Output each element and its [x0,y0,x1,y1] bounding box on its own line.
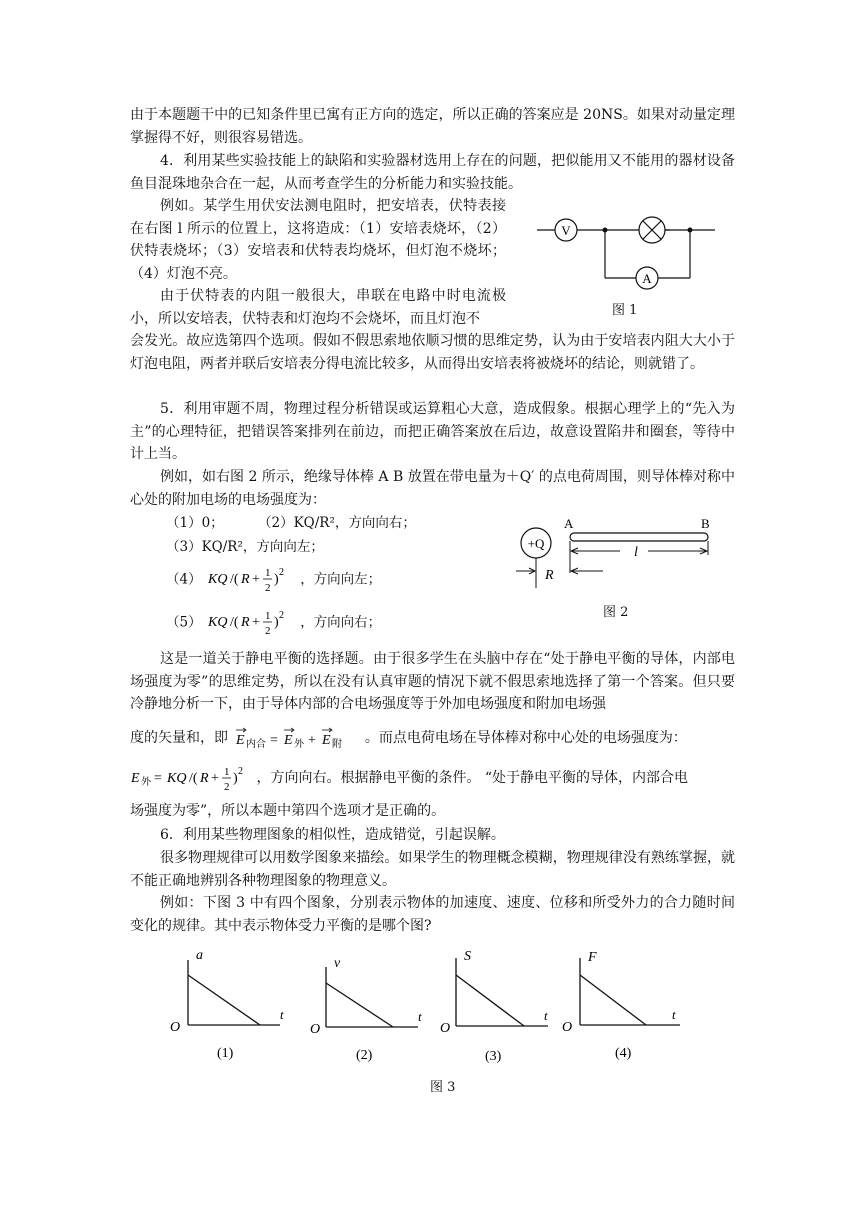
graph-1 [170,948,284,1061]
paragraph-example-3: 例如：下图 3 中有四个图象，分别表示物体的加速度、速度、位移和所受外力的合力随时间变化的规律。其中表示物体受力平衡的是哪个图? [130,895,735,934]
length-label: l [634,545,638,560]
figure-3-caption: 图 3 [430,1080,456,1095]
charge-label: +Q [527,536,545,551]
distance-label: R [545,568,554,583]
option-4-formula [206,565,296,595]
paragraph-electrostatic-analysis: 这是一道关于静电平衡的选择题。由于很多学生在头脑中存在“处于静电平衡的导体，内部电场强度为零”的思维定势，所以在没有认真审题的情况下就不假思索地选择了第一个答案。但只要冷静地分析一下，由于导体内部的合电场强度等于外加电场强度和附加电场强 [130,651,735,712]
svg-text:): ) [273,572,279,587]
svg-text:/(: /( [229,572,239,587]
svg-text:R: R [240,572,250,587]
graph-1-x-label: t [280,1007,284,1022]
svg-text:): ) [233,771,238,786]
svg-text:=: = [154,771,162,786]
vector-sum-suffix: 。而点电荷电场在导体棒对称中心处的电场强度为： [364,730,687,746]
graph-2-y-label: v [334,956,341,971]
option-5 [166,608,381,638]
svg-text:R: R [240,615,250,630]
e-outer-formula [130,762,252,794]
figure-2-caption: 图 2 [603,605,629,620]
svg-text:内合: 内合 [246,739,267,750]
graph-3-y-label: S [464,949,471,964]
svg-text:2: 2 [224,781,230,793]
figure-1-circuit [525,208,725,303]
option-4-tail: ，方向向左； [300,571,382,588]
svg-text:/(: /( [229,615,239,630]
graph-4 [562,950,680,1061]
svg-text:/(: /( [189,771,198,786]
rod-end-a-label: A [564,516,574,531]
svg-text:+: + [308,733,317,748]
figure-2-rod-diagram [508,513,718,595]
figure-3-graphs [160,945,700,1070]
svg-text:R: R [200,771,209,786]
svg-text:E: E [322,733,332,748]
paragraph-point-5: 5．利用审题不周，物理过程分析错误或运算粗心大意，造成假象。根据心理学上的“先入为主”的心理特征，把错误答案排列在前边，而把正确答案放在后边，故意设置陷井和圈套，等待中计上当。 [130,401,735,462]
option-3: （3）KQ/R²，方向向左； [166,539,324,555]
option-4 [166,565,381,595]
svg-text:2: 2 [238,766,243,777]
svg-text:KQ: KQ [207,572,228,587]
svg-text:+: + [251,572,260,587]
graph-4-origin-label: O [562,1020,573,1035]
graph-2-origin-label: O [310,1022,321,1037]
graph-2 [310,956,422,1063]
svg-text:=: = [270,733,279,748]
svg-text:1: 1 [264,567,271,579]
svg-text:KQ: KQ [207,615,228,630]
paragraph-point-6: 6．利用某些物理图象的相似性，造成错觉，引起误解。 [160,827,505,843]
graph-4-label: (4) [615,1046,632,1061]
graph-2-label: (2) [356,1048,373,1063]
graph-1-label: (1) [217,1046,234,1061]
paragraph-e-outer-line [130,762,735,794]
svg-text:2: 2 [278,567,284,578]
svg-text:2: 2 [278,610,284,621]
option-4-label: （4） [166,571,202,588]
option-1: （1）0； [166,515,224,531]
figure-1-caption: 图 1 [612,303,638,318]
option-5-label: （5） [166,614,202,631]
ammeter-label: A [642,271,652,286]
svg-text:+: + [211,771,219,786]
paragraph-explanation-1a: 由于伏特表的内阻一般很大，串联在电路中时电流极小，所以安培表，伏特表和灯泡均不会烧坏，而且灯泡不 [130,288,506,327]
paragraph-vector-sum-line [130,725,735,751]
vector-sum-prefix: 度的矢量和，即 [130,730,228,746]
graph-4-x-label: t [672,1007,676,1022]
svg-text:E: E [236,733,246,748]
graph-3 [440,949,548,1064]
svg-text:2: 2 [264,582,271,594]
paragraph-conclusion: 场强度为零”，所以本题中第四个选项才是正确的。 [130,803,446,819]
paragraph-example-2: 例如，如右图 2 所示，绝缘导体棒 A B 放置在带电量为＋Q′ 的点电荷周围，则导体棒对称中心处的附加电场的电场强度为： [130,469,735,508]
graph-3-label: (3) [485,1049,502,1064]
graph-3-origin-label: O [440,1021,451,1036]
graph-2-x-label: t [418,1009,422,1024]
conductor-rod [570,533,708,541]
svg-text:1: 1 [224,766,230,778]
svg-text:KQ: KQ [167,771,187,786]
graph-1-y-label: a [196,948,203,963]
svg-text:): ) [273,615,279,630]
e-outer-suffix: ，方向向右。根据静电平衡的条件。 “处于静电平衡的导体，内部合电 [256,770,689,786]
voltmeter-label: V [561,223,571,238]
rod-end-b-label: B [701,516,710,531]
svg-text:2: 2 [264,625,271,637]
svg-text:E: E [284,733,294,748]
graph-3-x-label: t [544,1008,548,1023]
svg-text:E: E [131,771,140,786]
option-5-tail: ，方向向右； [300,614,382,631]
graph-4-y-label: F [588,950,597,965]
svg-text:1: 1 [264,610,271,622]
option-2: （2）KQ/R²，方向向右； [258,515,416,531]
paragraph-example-1: 例如。某学生用伏安法测电阻时，把安培表，伏特表接在右图 l 所示的位置上，这将造成：（1）安培表烧坏，（2）伏特表烧坏；（3）安培表和伏特表均烧坏，但灯泡不烧坏；（4）灯泡不亮。 [130,198,506,282]
paragraph-momentum-answer: 由于本题题干中的已知条件里已寓有正方向的选定，所以正确的答案应是 20NS。如果对动量定理掌握得不好，则很容易错选。 [130,107,735,146]
svg-text:附: 附 [332,739,343,750]
svg-text:外: 外 [294,739,305,750]
svg-text:外: 外 [141,777,151,788]
paragraph-explanation-1b: 会发光。故应选第四个选项。假如不假思索地依顺习惯的思维定势，认为由于安培表内阻大大小于灯泡电阻，两者并联后安培表分得电流比较多，从而得出安培表将被烧坏的结论，则就错了。 [130,333,735,372]
paragraph-point-4: 4．利用某些实验技能上的缺陷和实验器材选用上存在的问题，把似能用又不能用的器材设备鱼目混珠地杂合在一起，从而考查学生的分析能力和实验技能。 [130,153,735,192]
svg-text:+: + [251,615,260,630]
paragraph-graphs-intro: 很多物理规律可以用数学图象来描绘。如果学生的物理概念模糊，物理规律没有熟练掌握，就不能正确地辨别各种物理图象的物理意义。 [130,850,735,889]
option-5-formula [206,608,296,638]
vector-sum-formula [232,725,360,751]
graph-1-origin-label: O [170,1020,181,1035]
